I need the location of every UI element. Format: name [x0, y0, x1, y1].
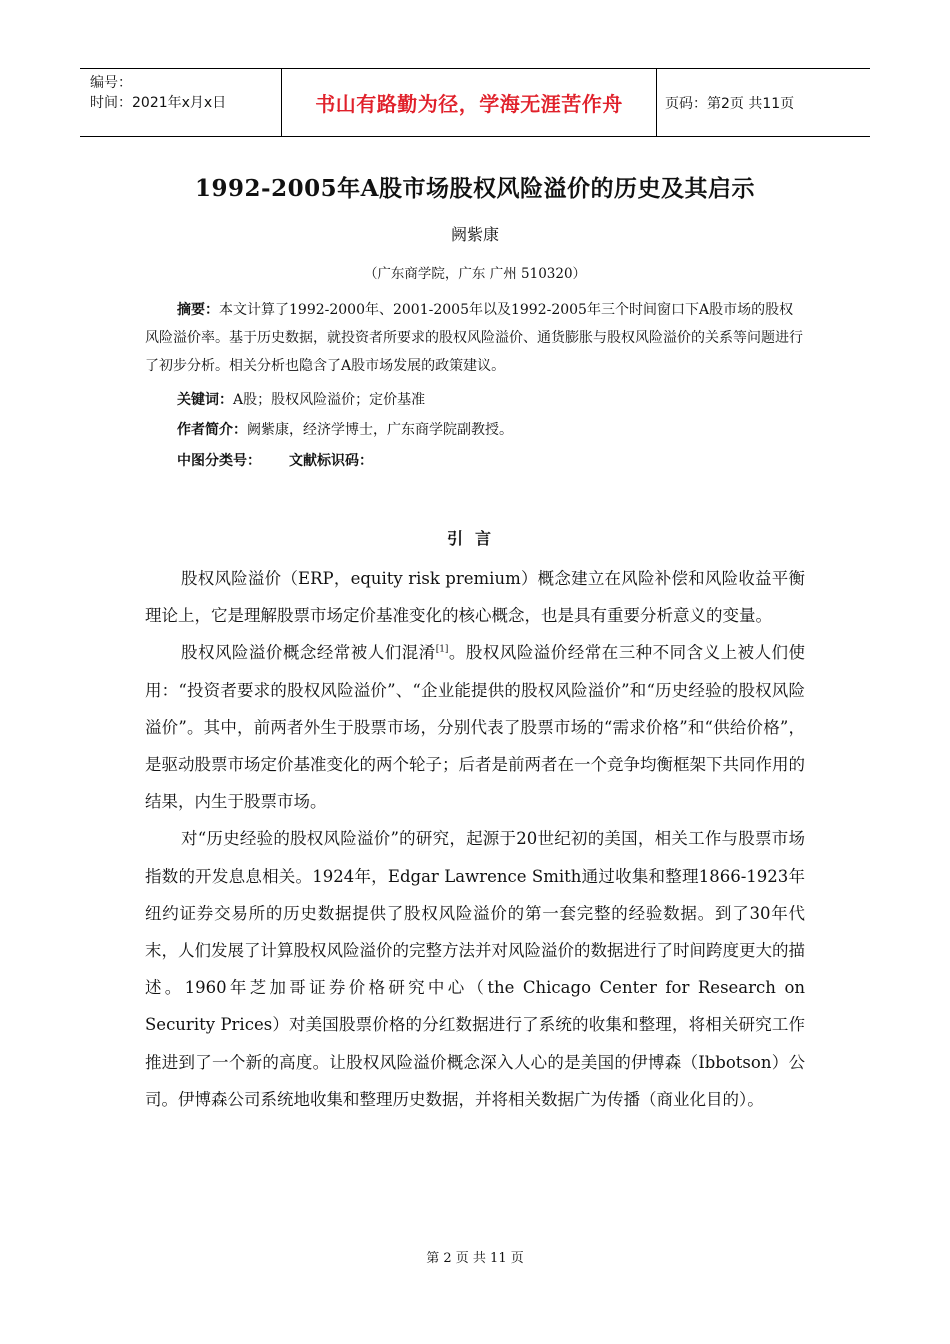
paragraph-2-part-a: 股权风险溢价概念经常被人们混淆	[181, 643, 436, 663]
author-bio-label: 作者简介：	[177, 422, 247, 438]
paper-author: 阙紫康	[450, 225, 499, 244]
header-page-info: 页码：第2页 共11页	[665, 95, 795, 112]
author-bio	[177, 418, 513, 442]
abstract-text: 本文计算了1992-2000年、2001-2005年以及1992-2005年三个时间窗口下A股市场的股权风险溢价率。基于历史数据，就投资者所要求的股权风险溢价、通货膨胀与股权风险溢价的关系等问题进行了初步分析。相关分析也隐含了A股市场发展的政策建议。	[145, 302, 803, 374]
section-heading-intro: 引言	[446, 529, 503, 548]
header-motto: 书山有路勤为径，学海无涯苦作舟	[281, 69, 657, 136]
doc-number-label: 编号：	[90, 75, 132, 91]
keywords	[177, 388, 425, 412]
document-header	[80, 68, 870, 137]
paper-title: 1992-2005年A股市场股权风险溢价的历史及其启示	[195, 175, 755, 202]
paragraph-2	[145, 634, 805, 820]
header-meta	[80, 69, 281, 136]
keywords-text: A股；股权风险溢价；定价基准	[233, 392, 426, 408]
classification	[177, 449, 373, 473]
paragraph-1: 股权风险溢价（ERP，equity risk premium）概念建立在风险补偿和风险收益平衡理论上，它是理解股票市场定价基准变化的核心概念，也是具有重要分析意义的变量。	[145, 569, 805, 626]
citation-ref: [1]	[435, 644, 449, 655]
page-footer: 第 2 页 共 11 页	[426, 1251, 524, 1266]
author-bio-text: 阙紫康，经济学博士，广东商学院副教授。	[247, 422, 513, 438]
paragraph-3: 对“历史经验的股权风险溢价”的研究，起源于20世纪初的美国，相关工作与股票市场指数的开发息息相关。1924年，Edgar Lawrence Smith通过收集和整理1866-1923年纽约证券交易所的历史数据提供了股权风险溢价的第一套完整的经验数据。到了30年代末，人们发展了计算股权风险溢价的完整方法并对风险溢价的数据进行了时间跨度更大的描述。1960年芝加哥证券价格研究中心（the Chicago Center for Research on Security Prices）对美国股票价格的分红数据进行了系统的收集和整理，将相关研究工作推进到了一个新的高度。让股权风险溢价概念深入人心的是美国的伊博森（Ibbotson）公司。伊博森公司系统地收集和整理历史数据，并将相关数据广为传播（商业化目的）。	[145, 829, 805, 1109]
doc-time-label: 时间：2021年x月x日	[90, 95, 227, 111]
abstract	[145, 296, 805, 380]
author-affiliation: （广东商学院，广东 广州 510320）	[363, 266, 587, 282]
clc-label: 中图分类号：	[177, 453, 261, 469]
abstract-label: 摘要：	[177, 302, 219, 318]
body-text	[145, 560, 805, 1118]
keywords-label: 关键词：	[177, 392, 233, 408]
paragraph-2-part-b: 。股权风险溢价经常在三种不同含义上被人们使用：“投资者要求的股权风险溢价”、“企业能提供的股权风险溢价”和“历史经验的股权风险溢价”。其中，前两者外生于股票市场，分别代表了股票市场的“需求价格”和“供给价格”，是驱动股票市场定价基准变化的两个轮子；后者是前两者在一个竞争均衡框架下共同作用的结果，内生于股票市场。	[145, 643, 806, 812]
doc-code-label: 文献标识码：	[289, 453, 373, 469]
